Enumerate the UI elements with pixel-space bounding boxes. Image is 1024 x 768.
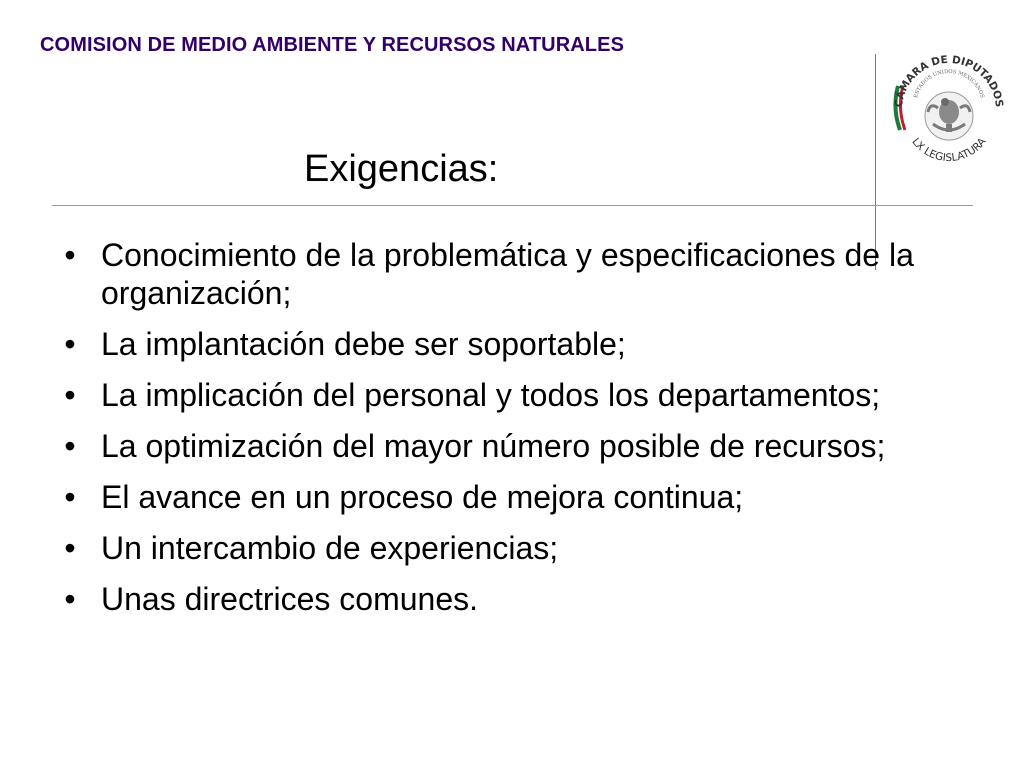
camara-de-diputados-seal-icon: [888, 46, 1010, 168]
bullet-icon: •: [64, 530, 76, 566]
list-item-text: Unas directrices comunes.: [101, 581, 479, 617]
bullet-icon: •: [64, 581, 76, 617]
seal-top-text: CÁMARA DE DIPUTADOS: [892, 53, 1006, 108]
list-item: [60, 478, 920, 516]
bullet-icon: •: [64, 479, 76, 515]
bullet-list: [60, 236, 920, 631]
bullet-icon: •: [64, 237, 76, 273]
list-item-text: La implantación debe ser soportable;: [101, 326, 626, 362]
bullet-icon: •: [64, 428, 76, 464]
list-item: [60, 580, 920, 618]
bullet-icon: •: [64, 326, 76, 362]
list-item-text: Un intercambio de experiencias;: [101, 530, 559, 566]
bullet-icon: •: [64, 377, 76, 413]
horizontal-divider: [52, 205, 973, 206]
list-item: [60, 529, 920, 567]
header-title: COMISION DE MEDIO AMBIENTE Y RECURSOS NATURALES: [40, 34, 625, 56]
list-item-text: La implicación del personal y todos los departamentos;: [101, 377, 881, 413]
list-item: [60, 236, 920, 312]
list-item-text: Conocimiento de la problemática y especificaciones de la organización;: [101, 237, 914, 311]
list-item: [60, 427, 920, 465]
slide-title: Exigencias:: [304, 148, 499, 190]
list-item: [60, 325, 920, 363]
list-item-text: La optimización del mayor número posible de recursos;: [101, 428, 886, 464]
seal-inner-text: ESTADOS UNIDOS MEXICANOS: [913, 68, 985, 99]
list-item: [60, 376, 920, 414]
list-item-text: El avance en un proceso de mejora continua;: [101, 479, 744, 515]
seal-bottom-text: LX LEGISLATURA: [909, 135, 989, 165]
